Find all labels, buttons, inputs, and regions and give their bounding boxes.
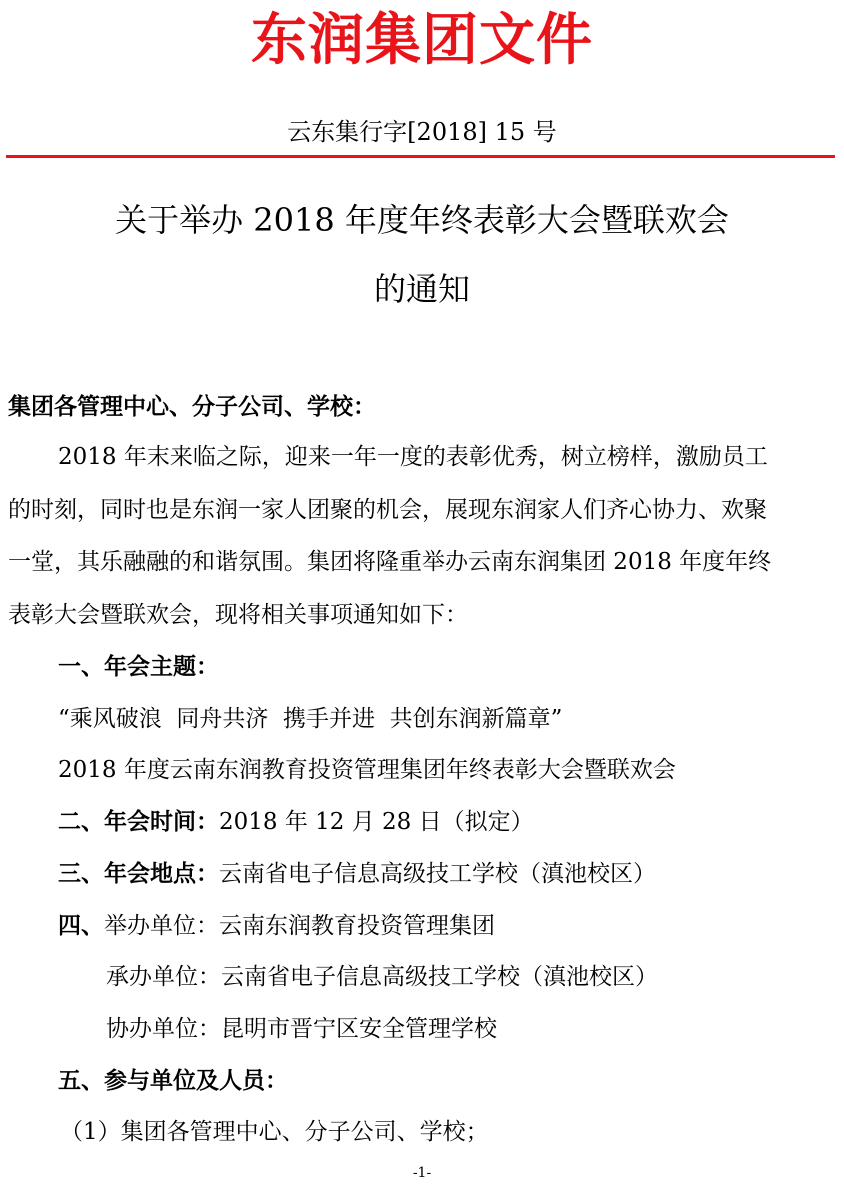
document-number: 云东集行字[2018] 15 号 [287, 118, 557, 146]
paragraph-line-4: 表彰大会暨联欢会，现将相关事项通知如下： [8, 602, 468, 628]
section-5-heading: 五、参与单位及人员： [58, 1067, 288, 1094]
notice-title-line-2: 的通知 [373, 270, 470, 308]
section-1-heading: 一、年会主题： [58, 653, 219, 680]
page-number: -1- [412, 1165, 432, 1181]
section-3-heading: 三、年会地点： [58, 860, 219, 887]
section-4-host: 举办单位：云南东润教育投资管理集团 [104, 913, 495, 939]
section-2-heading: 二、年会时间： [58, 808, 219, 835]
section-2 [58, 806, 534, 838]
section-2-value: 2018 年 12 月 28 日（拟定） [219, 809, 534, 835]
notice-title-line-1: 关于举办 2018 年度年终表彰大会暨联欢会 [115, 201, 729, 239]
red-divider [6, 155, 835, 158]
section-4 [58, 910, 495, 942]
section-4-co-organizer: 协办单位：昆明市晋宁区安全管理学校 [106, 1016, 497, 1042]
paragraph-line-3: 一堂，其乐融融的和谐氛围。集团将隆重举办云南东润集团 2018 年度年终 [8, 549, 772, 575]
section-4-organizer: 承办单位：云南省电子信息高级技工学校（滇池校区） [106, 964, 658, 990]
section-4-heading: 四、 [58, 912, 104, 939]
section-1-event-name: 2018 年度云南东润教育投资管理集团年终表彰大会暨联欢会 [58, 757, 676, 783]
section-5-item-1: （1）集团各管理中心、分子公司、学校； [60, 1119, 489, 1145]
section-3 [58, 858, 656, 890]
document-org-title: 东润集团文件 [251, 7, 593, 73]
salutation: 集团各管理中心、分子公司、学校： [8, 393, 376, 420]
section-3-value: 云南省电子信息高级技工学校（滇池校区） [219, 861, 656, 887]
paragraph-line-1: 2018 年末来临之际，迎来一年一度的表彰优秀，树立榜样，激励员工 [58, 444, 768, 470]
section-1-theme: “乘风破浪 同舟共济 携手并进 共创东润新篇章” [58, 706, 563, 732]
paragraph-line-2: 的时刻，同时也是东润一家人团聚的机会，展现东润家人们齐心协力、欢聚 [8, 497, 767, 523]
